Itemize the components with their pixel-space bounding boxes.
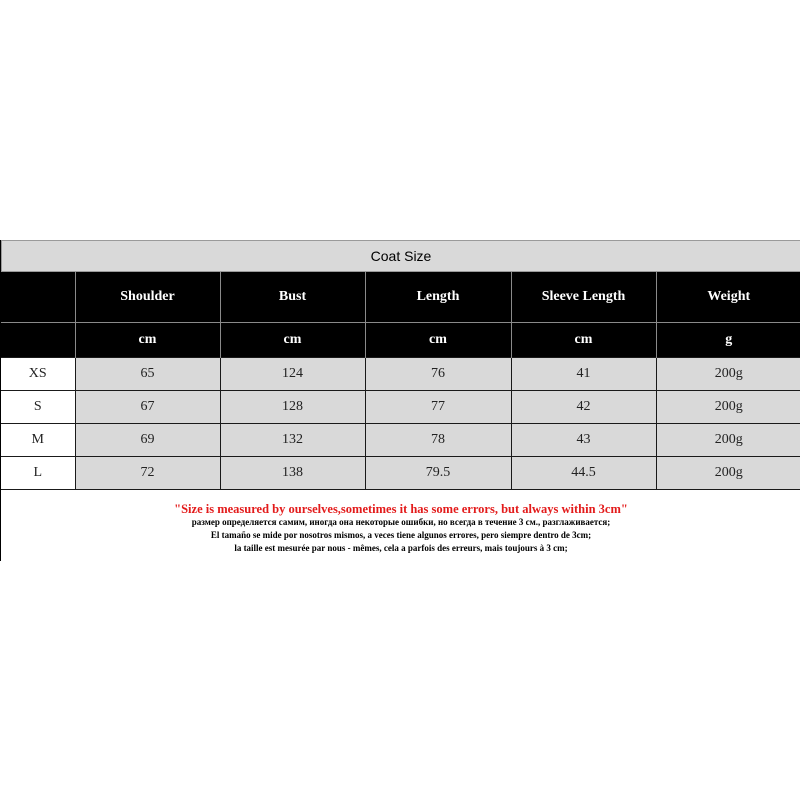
table-cell: 72 xyxy=(75,457,220,490)
table-cell: 128 xyxy=(220,391,365,424)
table-cell: 69 xyxy=(75,424,220,457)
table-row-l xyxy=(1,457,800,490)
table-cell: 44.5 xyxy=(511,457,656,490)
chart-title: Coat Size xyxy=(1,240,800,272)
table-row-xs xyxy=(1,358,800,391)
table-cell: 67 xyxy=(75,391,220,424)
size-label: M xyxy=(1,424,75,457)
note-french: la taille est mesurée par nous - mêmes, cela a parfois des erreurs, mais toujours à 3 cm; xyxy=(234,543,568,553)
size-label: S xyxy=(1,391,75,424)
header-shoulder: Shoulder xyxy=(75,272,220,323)
table-cell: 124 xyxy=(220,358,365,391)
table-row-m xyxy=(1,424,800,457)
table-cell: 78 xyxy=(365,424,511,457)
table-cell: 132 xyxy=(220,424,365,457)
header-size-corner xyxy=(1,272,75,323)
table-cell: 41 xyxy=(511,358,656,391)
table-cell: 43 xyxy=(511,424,656,457)
table-cell: 200g xyxy=(656,424,800,457)
unit-shoulder: cm xyxy=(75,323,220,358)
unit-corner xyxy=(1,323,75,358)
unit-bust: cm xyxy=(220,323,365,358)
note-russian: размер определяется самим, иногда она некоторые ошибки, но всегда в течение 3 см., разглаживается; xyxy=(191,517,611,527)
unit-weight: g xyxy=(656,323,800,358)
table-cell: 200g xyxy=(656,358,800,391)
table-cell: 65 xyxy=(75,358,220,391)
size-notes xyxy=(1,496,800,555)
header-bust: Bust xyxy=(220,272,365,323)
size-label: L xyxy=(1,457,75,490)
header-sleeve-length: Sleeve Length xyxy=(511,272,656,323)
unit-row xyxy=(1,323,800,358)
header-weight: Weight xyxy=(656,272,800,323)
unit-sleeve-length: cm xyxy=(511,323,656,358)
header-row xyxy=(1,272,800,323)
table-cell: 42 xyxy=(511,391,656,424)
table-cell: 138 xyxy=(220,457,365,490)
table-cell: 77 xyxy=(365,391,511,424)
size-table xyxy=(1,272,800,490)
size-label: XS xyxy=(1,358,75,391)
table-cell: 200g xyxy=(656,391,800,424)
note-english: "Size is measured by ourselves,sometimes it has some errors, but always within 3cm" xyxy=(174,502,628,516)
header-length: Length xyxy=(365,272,511,323)
note-spanish: El tamaño se mide por nosotros mismos, a veces tiene algunos errores, pero siempre dentro de 3cm; xyxy=(210,530,592,540)
table-cell: 79.5 xyxy=(365,457,511,490)
unit-length: cm xyxy=(365,323,511,358)
table-cell: 76 xyxy=(365,358,511,391)
size-chart xyxy=(0,240,800,561)
table-row-s xyxy=(1,391,800,424)
table-cell: 200g xyxy=(656,457,800,490)
